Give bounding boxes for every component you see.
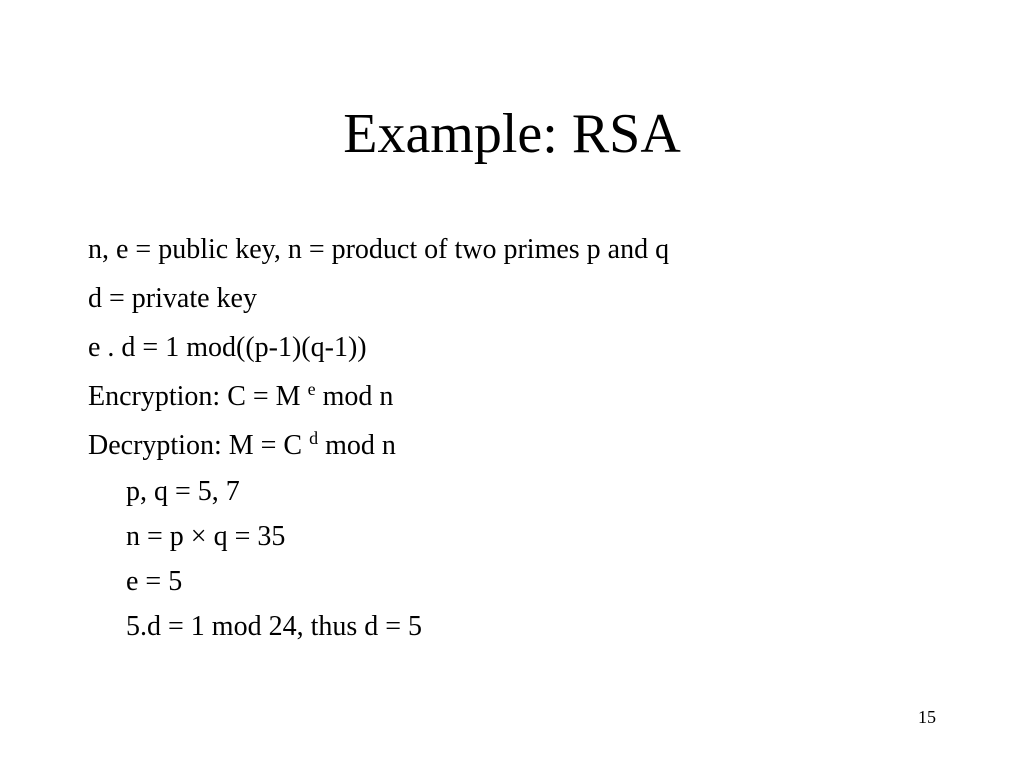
encryption-text: Encryption: C = M: [88, 381, 308, 412]
bullet-key-relation: e . d = 1 mod((p-1)(q-1)): [88, 332, 367, 363]
bullet-public-key: n, e = public key, n = product of two primes p and q: [88, 234, 670, 265]
example-primes: p, q = 5, 7: [126, 476, 240, 507]
decryption-text: Decryption: M = C: [88, 430, 310, 461]
bullet-private-key: d = private key: [88, 283, 257, 314]
example-private-exponent: 5.d = 1 mod 24, thus d = 5: [126, 611, 423, 642]
decryption-mod: mod n: [318, 430, 396, 461]
bullet-decryption: [88, 429, 396, 463]
encryption-exponent: e: [307, 379, 316, 399]
example-modulus: n = p × q = 35: [126, 521, 286, 552]
example-public-exponent: e = 5: [126, 566, 183, 597]
encryption-mod: mod n: [315, 381, 394, 412]
decryption-exponent: d: [309, 428, 319, 448]
slide-title: Example: RSA: [343, 103, 681, 165]
bullet-encryption: [88, 380, 393, 414]
slide-number: 15: [918, 707, 936, 727]
